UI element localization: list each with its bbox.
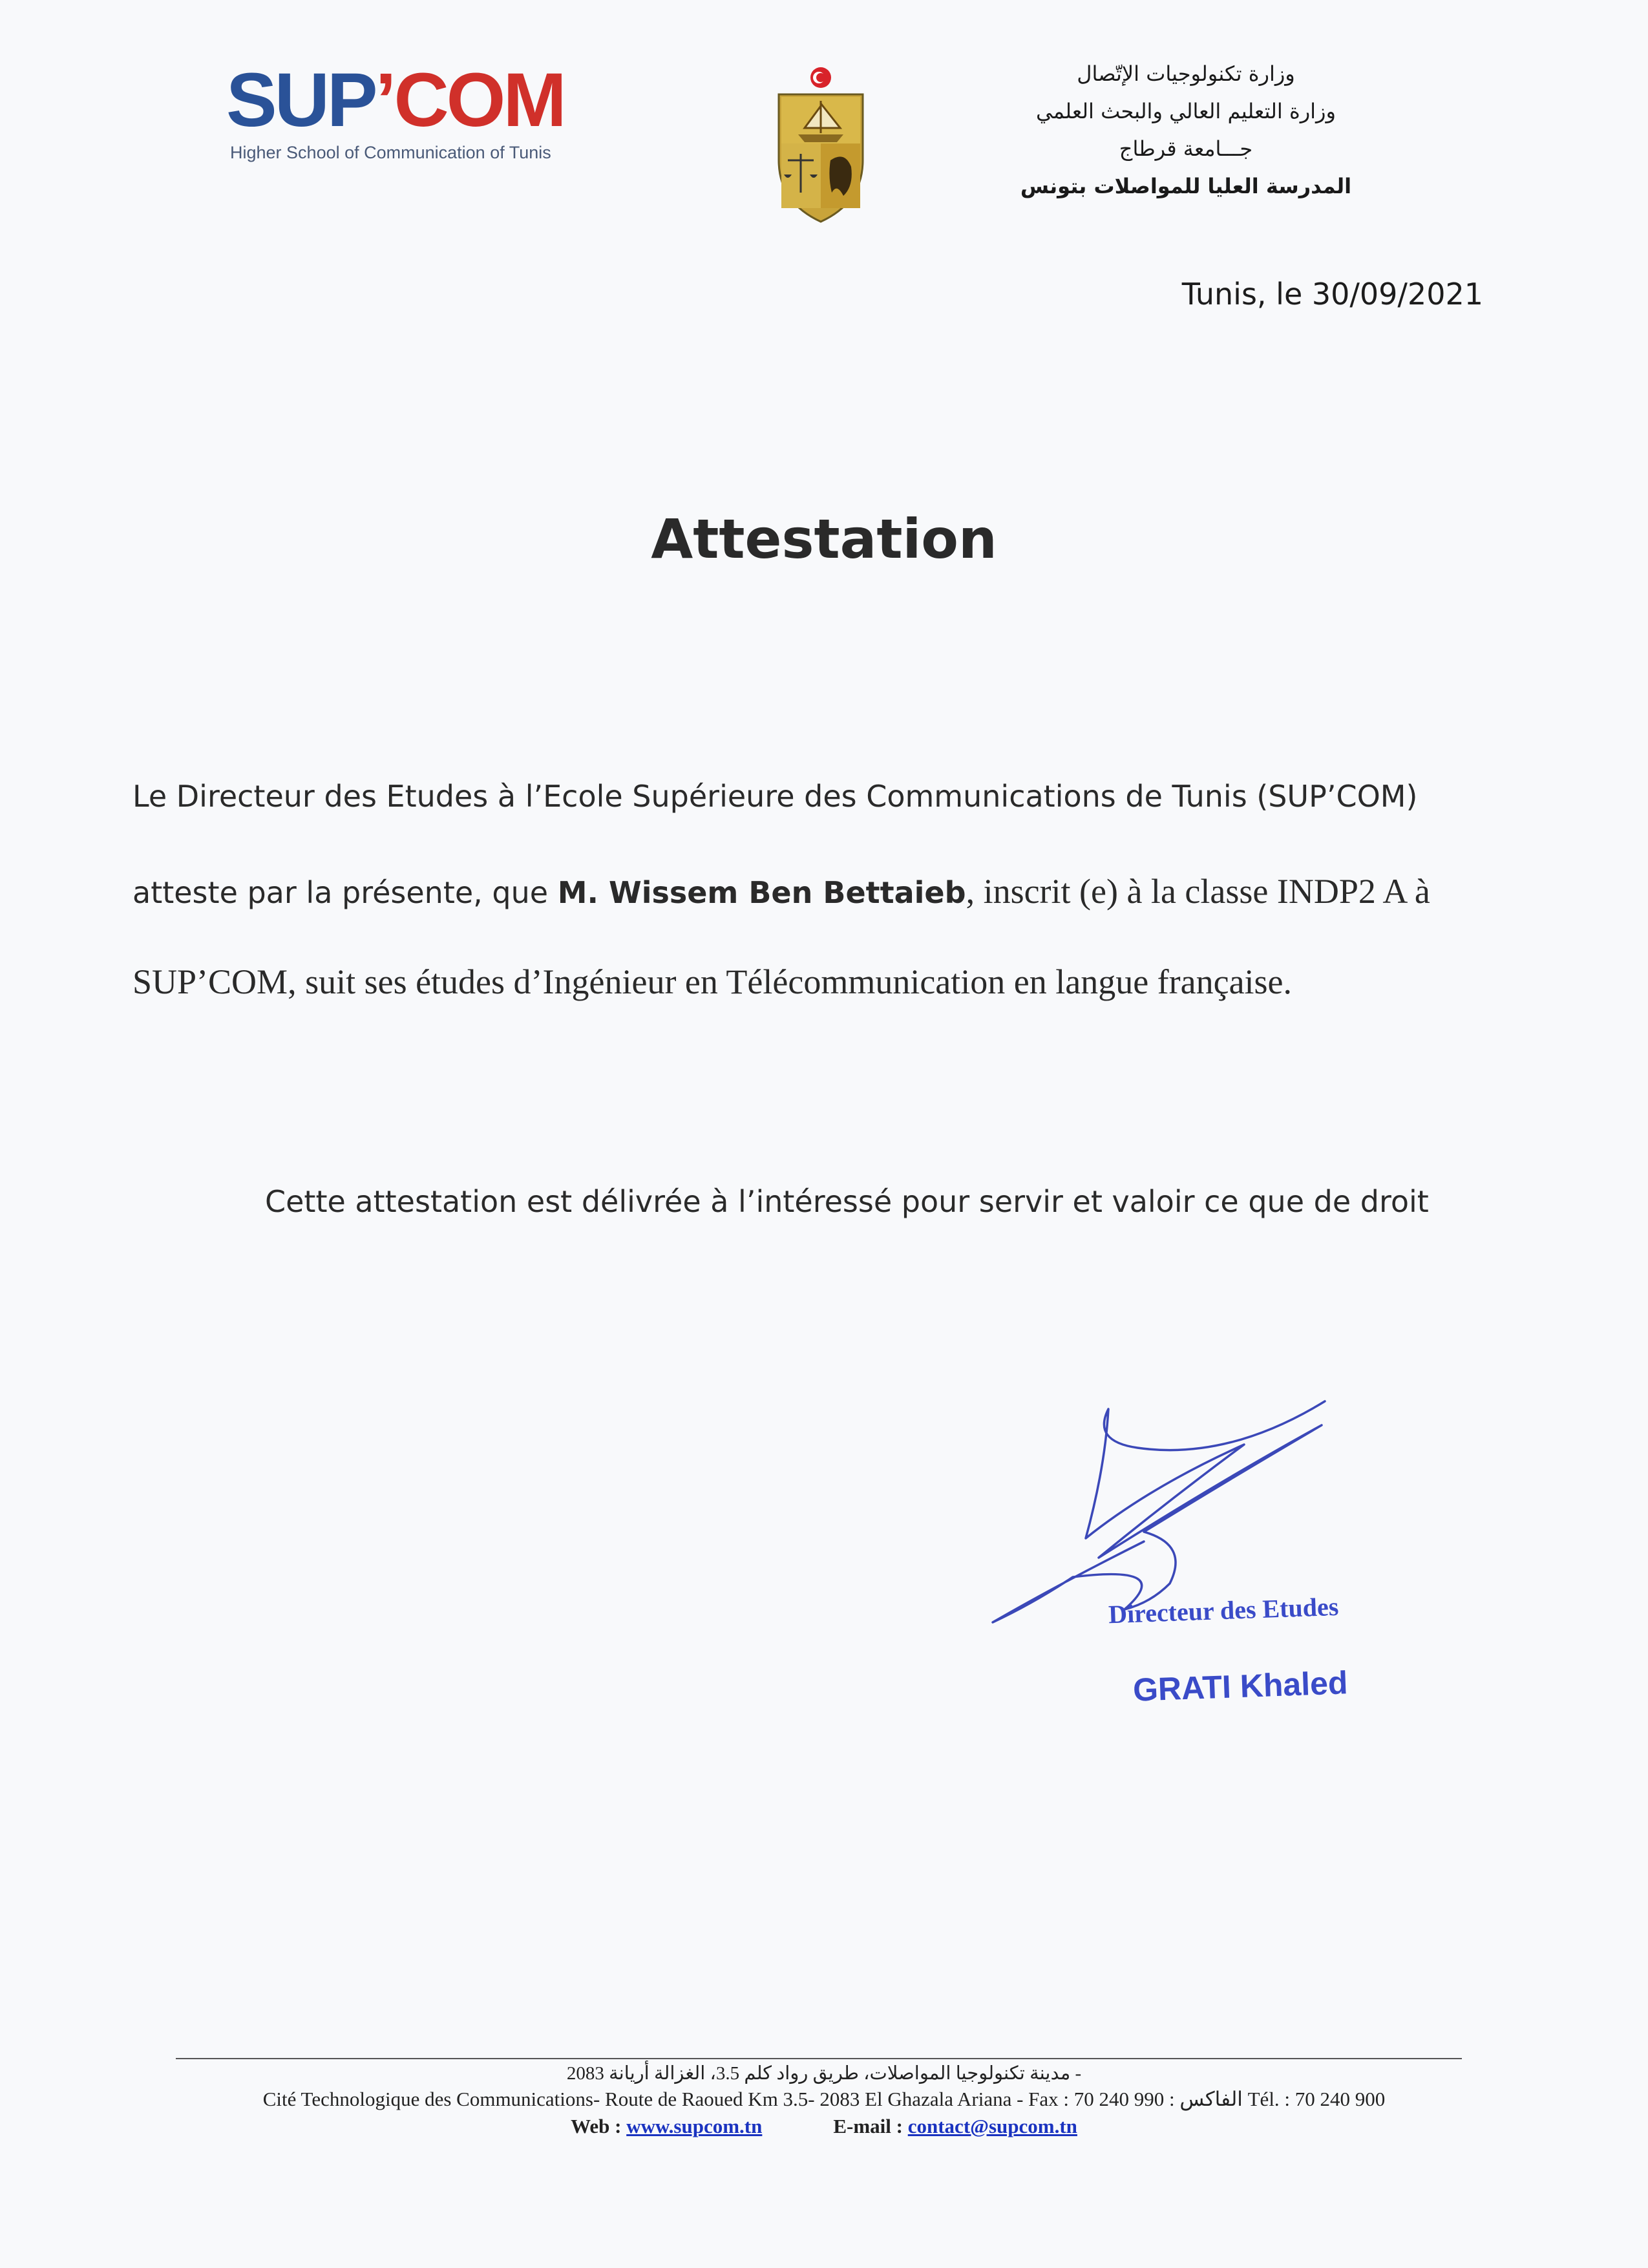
student-name: M. Wissem Ben Bettaieb [557,875,966,910]
logo-subtitle: Higher School of Communication of Tunis [230,143,551,162]
footer-address: Cité Technologique des Communications- Route de Raoued Km 3.5- 2083 El Ghazala Ariana - Fax : 70 240 990 : الفاكس Tél. : 70 240 900 [262,2088,1386,2110]
tunisia-coat-of-arms-icon [772,63,869,225]
body-line-2 [132,871,1490,911]
ministry-line-2: وزارة التعليم العالي والبحث العلمي [1036,99,1336,123]
body-line-3: SUP’COM, suit ses études d’Ingénieur en Télécommunication en langue française. [132,962,1293,1001]
supcom-logo [226,58,564,171]
ministry-line-1: وزارة تكنولوجيات الإتّصال [1077,61,1295,86]
handwritten-signature-icon [982,1390,1344,1687]
footer-divider [176,2058,1462,2059]
body-line-2-prefix: atteste par la présente, que [132,875,558,910]
logo-wordmark [226,58,564,143]
body-line-1: Le Directeur des Etudes à l’Ecole Supérieure des Communications de Tunis (SUP’COM) [132,779,1418,814]
web-label: Web : [571,2115,627,2137]
school-line: المدرسة العليا للمواصلات بتونس [1020,174,1352,198]
email-label: E-mail : [833,2115,908,2137]
body-line-2-suffix: , inscrit (e) à la classe INDP2 A à [966,872,1430,911]
stamp-name: GRATI Khaled [1132,1664,1349,1708]
closing-statement: Cette attestation est délivrée à l’intéressé pour servir et valoir ce que de droit [265,1184,1429,1219]
university-line: جـــامعة قرطاج [1119,136,1253,161]
footer-contacts [0,2115,1648,2138]
stamp-title: Directeur des Etudes [1108,1591,1339,1629]
arabic-header [960,55,1412,205]
logo-sup: SUP [226,58,375,143]
email-link[interactable]: contact@supcom.tn [907,2115,1077,2137]
website-link[interactable]: www.supcom.tn [626,2115,763,2137]
footer-arabic-address: - مدينة تكنولوجيا المواصلات، طريق رواد كلم 3.5، الغزالة أريانة 2083 [566,2063,1082,2084]
logo-com: COM [394,58,564,143]
document-title: Attestation [651,507,997,571]
logo-apostrophe: ’ [375,58,394,143]
document-date: Tunis, le 30/09/2021 [1181,277,1483,312]
